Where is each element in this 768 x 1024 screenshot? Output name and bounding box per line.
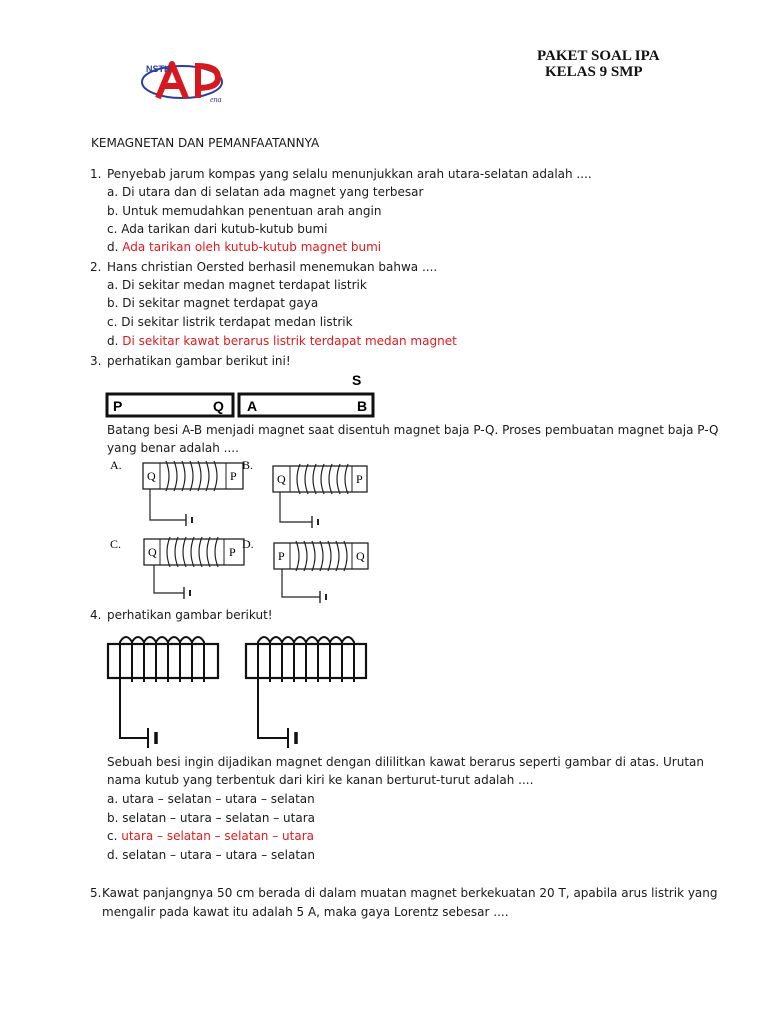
q2-number: 2.	[90, 260, 102, 274]
q2-answer: Di sekitar kawat berarus listrik terdapat medan magnet	[122, 334, 457, 348]
svg-text:Q: Q	[356, 549, 365, 563]
q2-option-b: b. Di sekitar magnet terdapat gaya	[107, 296, 319, 310]
q4-desc-line1: Sebuah besi ingin dijadikan magnet dengan dililitkan kawat berarus seperti gambar di atas. Urutan	[107, 755, 704, 769]
section-title: KEMAGNETAN DAN PEMANFAATANNYA	[91, 136, 320, 150]
svg-text:Q: Q	[148, 545, 157, 559]
logo-text: NSTH	[146, 64, 171, 74]
q1-option-b: b. Untuk memudahkan penentuan arah angin	[107, 204, 382, 218]
svg-text:P: P	[230, 469, 237, 483]
q4-option-b: b. selatan – utara – selatan – utara	[107, 811, 316, 825]
q2-option-c: c. Di sekitar listrik terdapat medan listrik	[107, 315, 353, 329]
q2-text: Hans christian Oersted berhasil menemukan bahwa ....	[107, 260, 438, 274]
q3-number: 3.	[90, 354, 102, 368]
q1-answer: Ada tarikan oleh kutub-kutub magnet bumi	[122, 240, 382, 254]
q3-desc-line2: yang benar adalah ....	[107, 441, 239, 455]
svg-text:P: P	[229, 545, 236, 559]
q4-text: perhatikan gambar berikut!	[107, 608, 273, 622]
bar-label-p: P	[113, 398, 123, 414]
svg-text:Q: Q	[277, 472, 286, 486]
svg-text:P: P	[356, 472, 363, 486]
q3-option-b-figure	[240, 458, 380, 530]
q3-opt-b-label: B.	[242, 458, 254, 472]
q3-desc-line1: Batang besi A-B menjadi magnet saat disentuh magnet baja P-Q. Proses pembuatan magnet baja P-Q	[107, 423, 719, 437]
q3-opt-c-label: C.	[110, 537, 122, 551]
q2-option-a: a. Di sekitar medan magnet terdapat listrik	[107, 278, 367, 292]
q4-option-c: c. utara – selatan – selatan – utara	[107, 829, 314, 843]
q3-text: perhatikan gambar berikut ini!	[107, 354, 291, 368]
q4-desc-line2: nama kutub yang terbentuk dari kiri ke kanan berturut-turut adalah ....	[107, 773, 534, 787]
q3-opt-a-label: A.	[110, 458, 122, 472]
bar-label-b: B	[357, 398, 368, 414]
bar-label-q: Q	[213, 398, 224, 414]
q4-option-d: d. selatan – utara – utara – selatan	[107, 848, 316, 862]
q1-number: 1.	[90, 167, 102, 181]
q3-bars-figure	[105, 368, 375, 418]
q3-opt-d-label: D.	[242, 537, 254, 551]
q4-option-a: a. utara – selatan – utara – selatan	[107, 792, 315, 806]
q5-line1: Kawat panjangnya 50 cm berada di dalam muatan magnet berkekuatan 20 T, apabila arus listrik yang	[102, 886, 718, 900]
q5-line2: mengalir pada kawat itu adalah 5 A, maka gaya Lorentz sebesar ....	[102, 905, 509, 919]
q3-option-a-figure	[108, 458, 248, 530]
q5-number: 5.	[90, 886, 102, 900]
q4-solenoid-figure	[100, 630, 380, 750]
q1-option-d: d. Ada tarikan oleh kutub-kutub magnet bumi	[107, 240, 382, 254]
q1-option-a: a. Di utara dan di selatan ada magnet yang terbesar	[107, 185, 424, 199]
svg-text:Q: Q	[147, 469, 156, 483]
svg-text:ena: ena	[210, 95, 222, 104]
q1-option-c: c. Ada tarikan dari kutub-kutub bumi	[107, 222, 328, 236]
header-title: PAKET SOAL IPA	[537, 48, 660, 64]
svg-text:P: P	[278, 549, 285, 563]
school-logo	[140, 58, 240, 106]
q4-answer: utara – selatan – selatan – utara	[121, 829, 314, 843]
bar-label-a: A	[247, 398, 258, 414]
header-subtitle: KELAS 9 SMP	[545, 64, 643, 80]
q4-number: 4.	[90, 608, 102, 622]
q2-option-d: d. Di sekitar kawat berarus listrik terdapat medan magnet	[107, 334, 457, 348]
bar-label-s: S	[352, 372, 362, 388]
q1-text: Penyebab jarum kompas yang selalu menunjukkan arah utara-selatan adalah ....	[107, 167, 592, 181]
q3-option-d-figure	[240, 535, 380, 607]
q3-option-c-figure	[108, 535, 248, 607]
